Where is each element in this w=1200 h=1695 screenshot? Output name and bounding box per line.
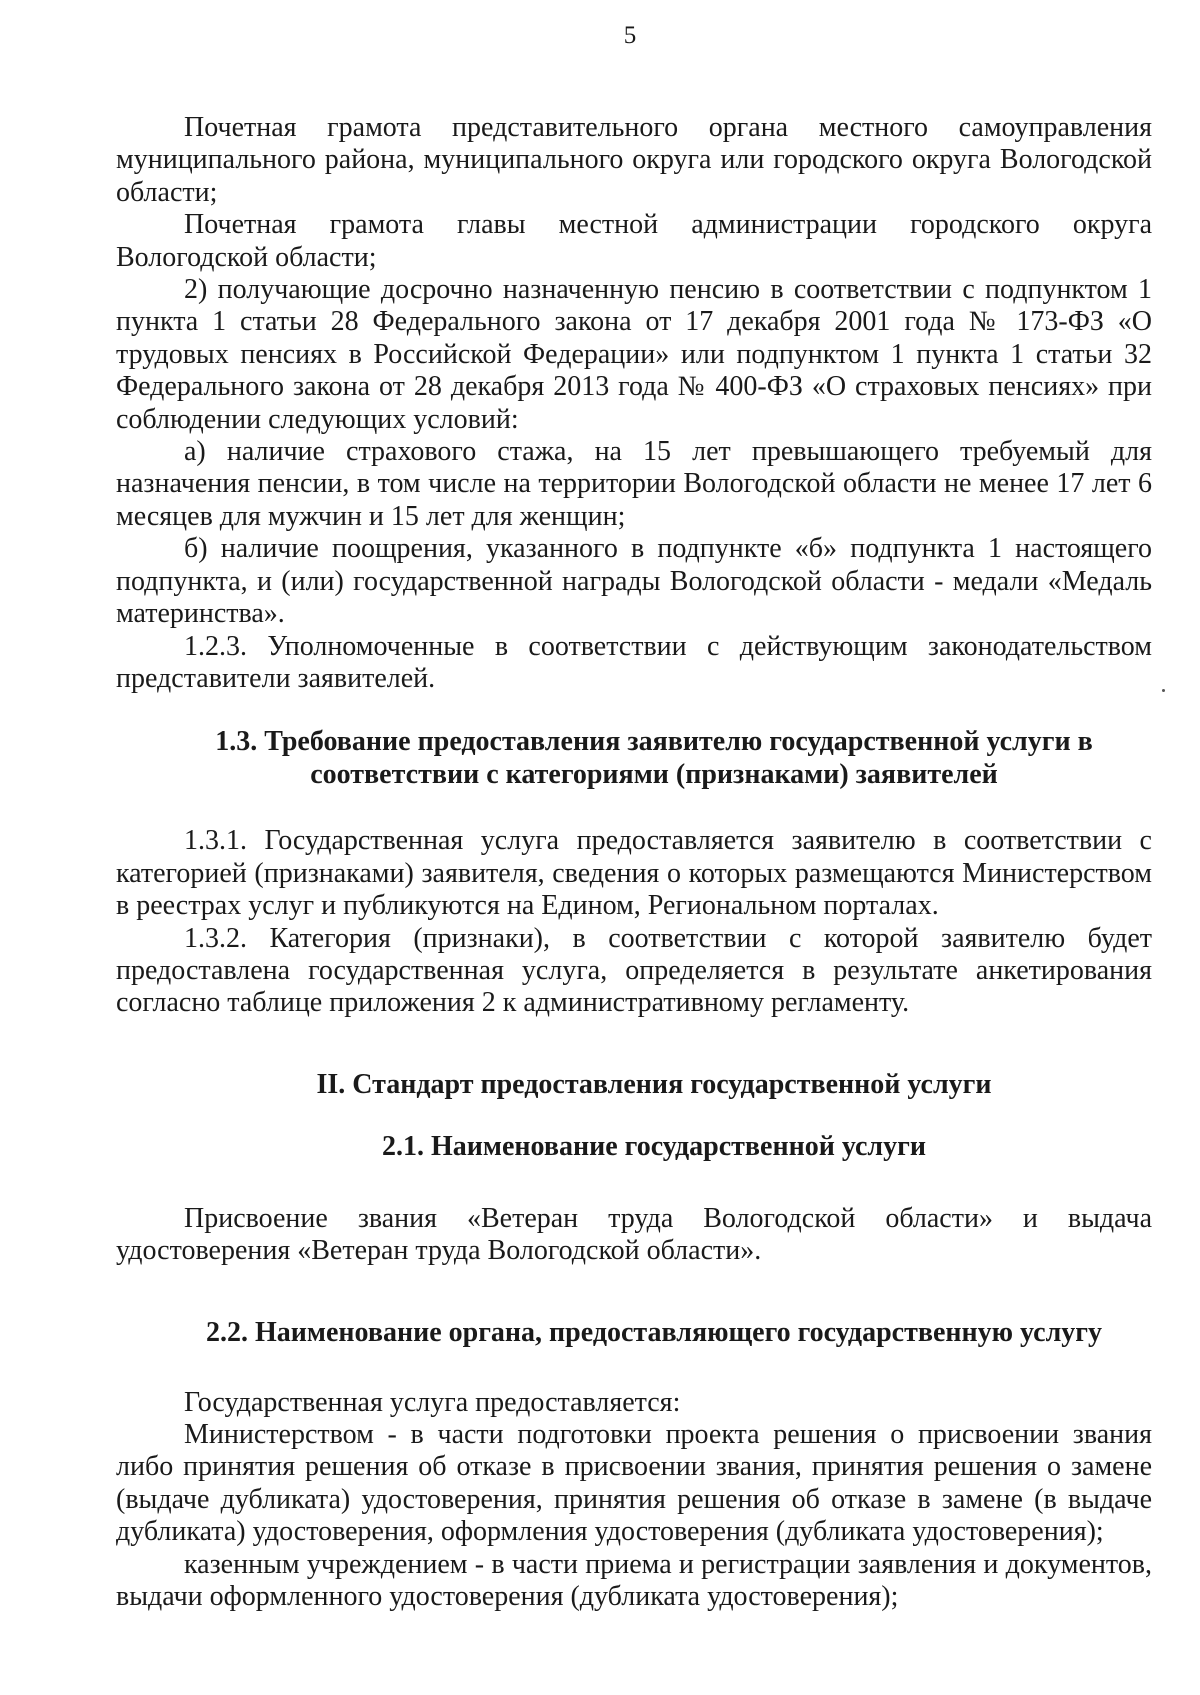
chapter-heading-II: II. Стандарт предоставления государственной услуги (316, 1068, 992, 1100)
scan-speck (1162, 689, 1165, 692)
paragraph-2-1: Присвоение звания «Ветеран труда Вологодской области» и выдача удостоверения «Ветеран труда Вологодской области». (116, 1202, 1152, 1267)
section-heading-1-3-line-1: 1.3. Требование предоставления заявителю государственной услуги в (215, 726, 1093, 758)
paragraph-2-2-intro: Государственная услуга предоставляется: (184, 1386, 681, 1418)
paragraph-early-pension: 2) получающие досрочно назначенную пенсию в соответствии с подпунктом 1 пункта 1 статьи 28 Федерального закона от 17 декабря 2001 года № 173-ФЗ «О трудовых пенсиях в Российской Федерации» или подпунктом 1 пункта 1 статьи 32 Федерального закона от 28 декабря 2013 года № 400-ФЗ «О страховых пенсиях» при соблюдении следующих условий: (116, 274, 1152, 435)
paragraph-gramota-glava: Почетная грамота главы местной администрации городского округа Вологодской области; (116, 209, 1152, 273)
paragraph-1-3-1: 1.3.1. Государственная услуга предоставляется заявителю в соответствии с категорией (признаками) заявителя, сведения о которых размещаются Министерством в реестрах услуг и публикуются на Едином, Региональном порталах. (116, 825, 1152, 922)
section-heading-2-1: 2.1. Наименование государственной услуги (382, 1130, 926, 1162)
page-number: 5 (623, 22, 637, 49)
paragraph-gramota-municipal: Почетная грамота представительного органа местного самоуправления муниципального района, муниципального округа или городского округа Вологодской области; (116, 112, 1152, 208)
paragraph-condition-b: б) наличие поощрения, указанного в подпункте «б» подпункта 1 настоящего подпункта, и (или) государственной награды Вологодской области - медали «Медаль материнства». (116, 533, 1152, 630)
section-heading-1-3 (116, 725, 1152, 791)
document-body (116, 112, 1152, 1613)
paragraph-2-2-ministry: Министерством - в части подготовки проекта решения о присвоении звания либо принятия решения об отказе в присвоении звания, принятия решения о замене (выдаче дубликата) удостоверения, принятия решения об отказе в замене (в выдаче дубликата) удостоверения, оформления удостоверения (дубликата удостоверения); (116, 1418, 1152, 1548)
paragraph-2-2-institution: казенным учреждением - в части приема и регистрации заявления и документов, выдачи оформленного удостоверения (дубликата удостоверения); (116, 1548, 1152, 1612)
paragraph-1-3-2: 1.3.2. Категория (признаки), в соответствии с которой заявителю будет предоставлена государственная услуга, определяется в результате анкетирования согласно таблице приложения 2 к административному регламенту. (116, 922, 1152, 1019)
paragraph-condition-a: а) наличие страхового стажа, на 15 лет превышающего требуемый для назначения пенсии, в том числе на территории Вологодской области не менее 17 лет 6 месяцев для мужчин и 15 лет для женщин; (116, 436, 1152, 532)
paragraph-1-2-3: 1.2.3. Уполномоченные в соответствии с действующим законодательством представители заявителей. (116, 630, 1152, 694)
section-heading-1-3-line-2: соответствии с категориями (признаками) заявителей (310, 759, 998, 791)
section-heading-2-2: 2.2. Наименование органа, предоставляющего государственную услугу (205, 1316, 1103, 1348)
